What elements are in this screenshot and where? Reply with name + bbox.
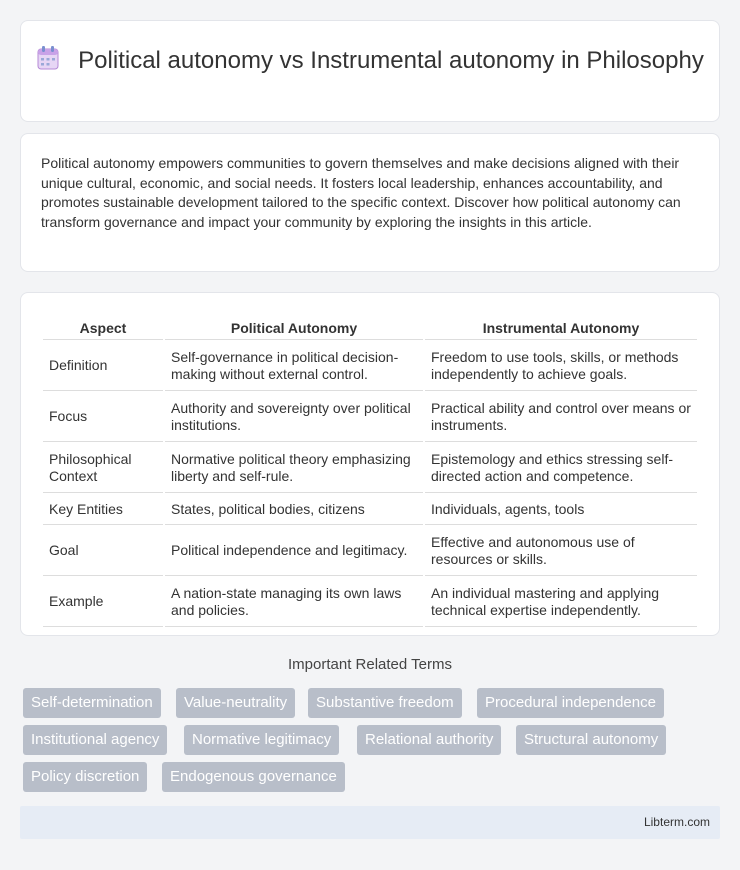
related-term-tag[interactable]: Structural autonomy — [516, 725, 666, 755]
page-title: Political autonomy vs Instrumental autonomy in Philosophy — [78, 47, 704, 74]
related-term-tag[interactable]: Policy discretion — [23, 762, 147, 792]
comparison-card — [20, 292, 720, 636]
calendar-icon — [36, 45, 60, 71]
related-term-tag[interactable]: Normative legitimacy — [184, 725, 339, 755]
table-row — [43, 444, 697, 493]
table-cell: Self-governance in political decision-making without external control. — [165, 342, 423, 391]
intro-paragraph: Political autonomy empowers communities to govern themselves and make decisions aligned with their unique cultural, economic, and social needs. It fosters local leadership, enhances accountability, and promotes sustainable development tailored to the specific context. Discover how political autonomy can transform governance and impact your community by exploring the insights in this article. — [41, 155, 681, 230]
footer-site-link[interactable]: Libterm.com — [643, 815, 710, 829]
table-row — [43, 495, 697, 525]
related-term-tag[interactable]: Endogenous governance — [162, 762, 345, 792]
table-cell: Normative political theory emphasizing liberty and self-rule. — [165, 444, 423, 493]
table-cell: Individuals, agents, tools — [425, 495, 697, 525]
table-cell: Freedom to use tools, skills, or methods independently to achieve goals. — [425, 342, 697, 391]
table-cell: Definition — [43, 342, 163, 391]
table-cell: States, political bodies, citizens — [165, 495, 423, 525]
intro-card — [20, 133, 720, 272]
table-cell: A nation-state managing its own laws and policies. — [165, 578, 423, 627]
related-term-tag[interactable]: Institutional agency — [23, 725, 167, 755]
table-row — [43, 527, 697, 576]
header-instrumental: Instrumental Autonomy — [425, 316, 697, 340]
table-cell: Key Entities — [43, 495, 163, 525]
title-card — [20, 20, 720, 122]
related-term-tag[interactable]: Relational authority — [357, 725, 501, 755]
related-term-tag[interactable]: Value-neutrality — [176, 688, 295, 718]
table-cell: Practical ability and control over means or instruments. — [425, 393, 697, 442]
table-row — [43, 342, 697, 391]
table-cell: Example — [43, 578, 163, 627]
comparison-table — [41, 314, 699, 629]
table-cell: Goal — [43, 527, 163, 576]
table-row — [43, 578, 697, 627]
table-cell: Philosophical Context — [43, 444, 163, 493]
page-title-wrap — [21, 45, 719, 75]
related-term-tag[interactable]: Self-determination — [23, 688, 161, 718]
related-term-tag[interactable]: Procedural independence — [477, 688, 664, 718]
table-cell: Effective and autonomous use of resources or skills. — [425, 527, 697, 576]
table-cell: Political independence and legitimacy. — [165, 527, 423, 576]
table-cell: Focus — [43, 393, 163, 442]
table-cell: Authority and sovereignty over political institutions. — [165, 393, 423, 442]
related-term-tag[interactable]: Substantive freedom — [308, 688, 462, 718]
header-aspect: Aspect — [43, 316, 163, 340]
footer — [20, 806, 720, 839]
header-political: Political Autonomy — [165, 316, 423, 340]
table-cell: Epistemology and ethics stressing self-directed action and competence. — [425, 444, 697, 493]
table-cell: An individual mastering and applying technical expertise independently. — [425, 578, 697, 627]
related-terms-title: Important Related Terms — [288, 656, 452, 673]
table-row — [43, 393, 697, 442]
table-header-row — [43, 316, 697, 340]
